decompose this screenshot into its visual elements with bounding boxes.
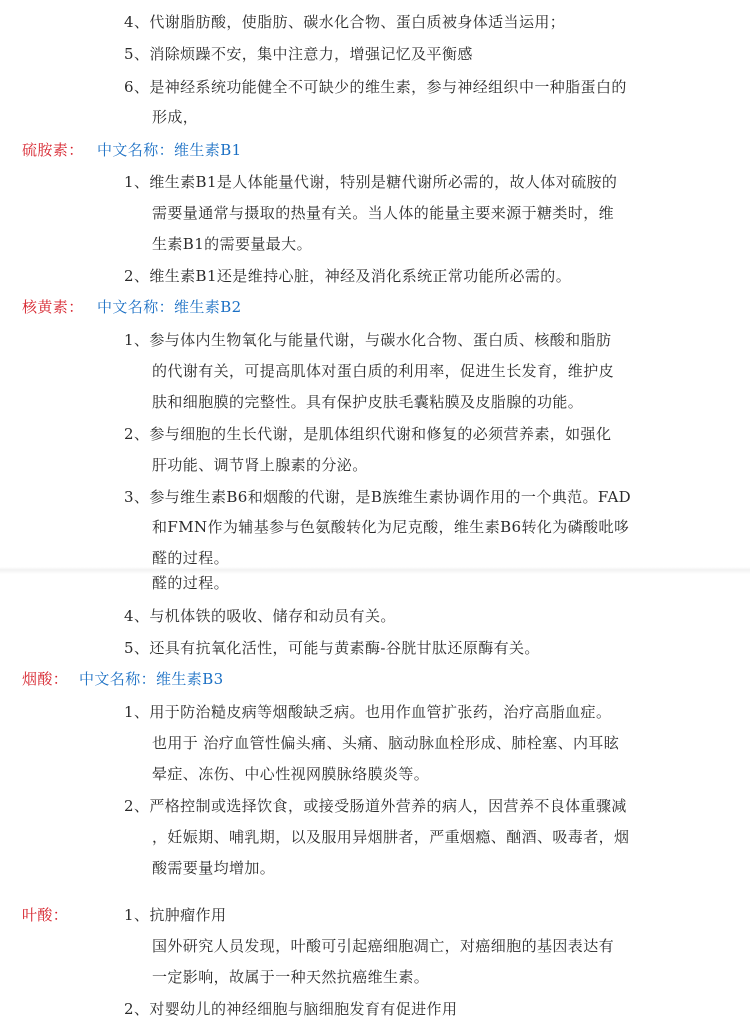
list-item: 5、还具有抗氧化活性，可能与黄素酶-谷胱甘肽还原酶有关。 xyxy=(124,639,540,657)
list-item-continuation: 肝功能、调节肾上腺素的分泌。 xyxy=(152,456,368,474)
list-item: 2、参与细胞的生长代谢，是肌体组织代谢和修复的必须营养素，如强化 xyxy=(124,425,612,443)
list-item-continuation: 晕症、冻伤、中心性视网膜脉络膜炎等。 xyxy=(152,765,430,783)
page-seam-divider xyxy=(0,567,750,574)
list-item-continuation: 肤和细胞膜的完整性。具有保护皮肤毛囊粘膜及皮脂腺的功能。 xyxy=(152,393,584,411)
list-item: 2、维生素B1还是维持心脏，神经及消化系统正常功能所必需的。 xyxy=(124,267,572,285)
list-item-continuation: 醛的过程。 xyxy=(152,574,230,592)
section-subtitle-b3: 中文名称：维生素B3 xyxy=(79,670,224,688)
list-item-detail: 国外研究人员发现，叶酸可引起癌细胞凋亡，对癌细胞的基因表达有 xyxy=(152,937,615,955)
section-subtitle-b1: 中文名称：维生素B1 xyxy=(97,141,242,159)
section-title-thiamine: 硫胺素： xyxy=(22,141,84,159)
section-title-riboflavin: 核黄素： xyxy=(22,298,84,316)
list-item: 6、是神经系统功能健全不可缺少的维生素，参与神经组织中一种脂蛋白的 xyxy=(124,78,627,96)
list-item: 4、代谢脂肪酸，使脂肪、碳水化合物、蛋白质被身体适当运用； xyxy=(124,13,566,31)
list-item: 3、参与维生素B6和烟酸的代谢，是B族维生素协调作用的一个典范。FAD xyxy=(124,488,632,506)
list-item: 1、抗肿瘤作用 xyxy=(124,906,227,924)
list-item: 4、与机体铁的吸收、储存和动员有关。 xyxy=(124,607,396,625)
list-item-detail: 一定影响，故属于一种天然抗癌维生素。 xyxy=(152,968,430,986)
section-subtitle-b2: 中文名称：维生素B2 xyxy=(97,298,242,316)
list-item-continuation: 需要量通常与摄取的热量有关。当人体的能量主要来源于糖类时，维 xyxy=(152,204,615,222)
list-item: 1、用于防治糙皮病等烟酸缺乏病。也用作血管扩张药，治疗高脂血症。 xyxy=(124,703,612,721)
section-title-folic-acid: 叶酸： xyxy=(22,906,69,924)
list-item: 5、消除烦躁不安，集中注意力，增强记忆及平衡感 xyxy=(124,45,473,63)
list-item-continuation: 形成， xyxy=(152,108,199,126)
section-title-niacin: 烟酸： xyxy=(22,670,69,688)
list-item-continuation: 生素B1的需要量最大。 xyxy=(152,235,312,253)
list-item: 1、参与体内生物氧化与能量代谢，与碳水化合物、蛋白质、核酸和脂肪 xyxy=(124,331,612,349)
list-item: 1、维生素B1是人体能量代谢，特别是糖代谢所必需的，故人体对硫胺的 xyxy=(124,173,618,191)
list-item-continuation: 和FMN作为辅基参与色氨酸转化为尼克酸，维生素B6转化为磷酸吡哆 xyxy=(152,518,630,536)
list-item-continuation: ，妊娠期、哺乳期，以及服用异烟肼者，严重烟瘾、酗酒、吸毒者，烟 xyxy=(152,828,630,846)
list-item: 2、严格控制或选择饮食，或接受肠道外营养的病人，因营养不良体重骤减 xyxy=(124,797,627,815)
list-item-continuation: 醛的过程。 xyxy=(152,549,230,567)
list-item-continuation: 的代谢有关，可提高肌体对蛋白质的利用率，促进生长发育，维护皮 xyxy=(152,362,615,380)
list-item: 2、对婴幼儿的神经细胞与脑细胞发育有促进作用 xyxy=(124,1000,458,1018)
list-item-continuation: 也用于 治疗血管性偏头痛、头痛、脑动脉血栓形成、肺栓塞、内耳眩 xyxy=(152,734,620,752)
list-item-continuation: 酸需要量均增加。 xyxy=(152,859,276,877)
